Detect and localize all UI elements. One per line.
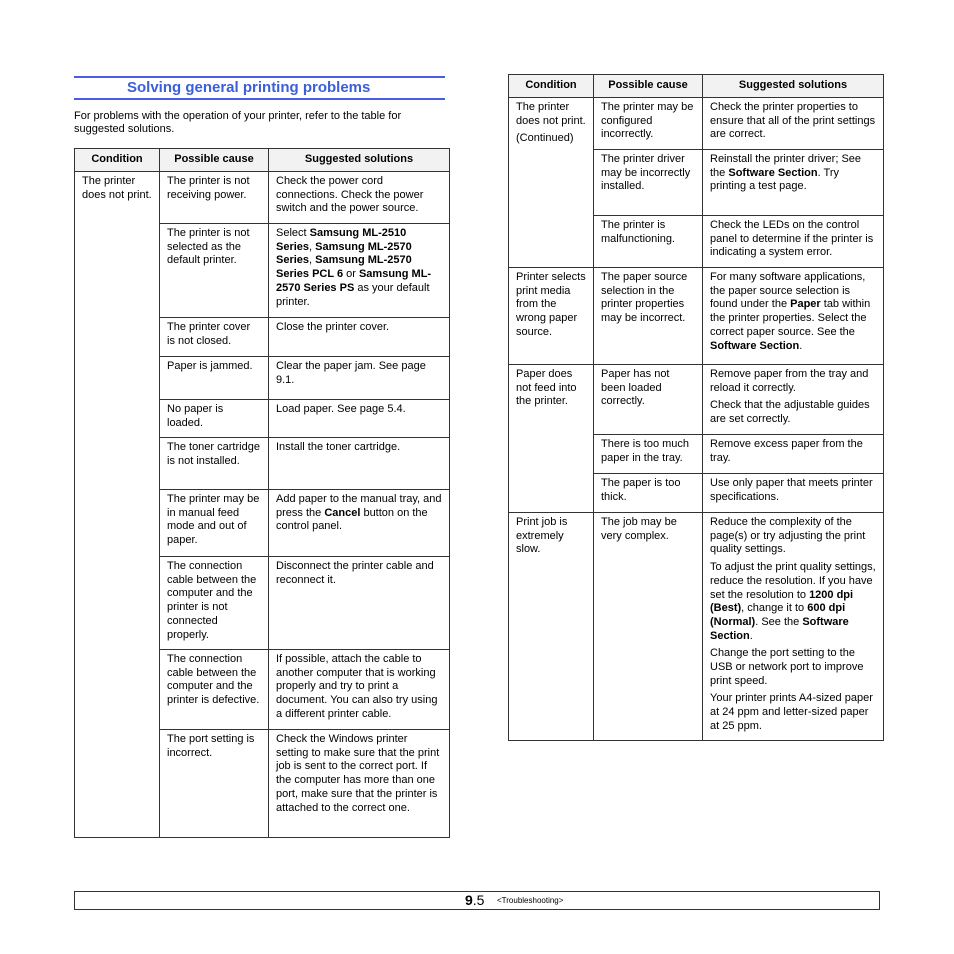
emphasis-text: Samsung ML-2570 Series PCL 6 (276, 254, 412, 281)
solution-text: . See the (755, 615, 803, 628)
solution-text: Check the printer properties to ensure that all of the print settings are correct. (710, 101, 876, 141)
header-condition: Condition (509, 75, 594, 98)
solution-paragraph (710, 368, 876, 395)
solution-cell (703, 150, 884, 216)
solution-cell (269, 650, 450, 730)
solution-text: , (309, 254, 316, 267)
solution-paragraph (276, 403, 442, 417)
cause-cell: Paper has not been loaded correctly. (594, 365, 703, 435)
solution-text: . Try printing a test page. (710, 166, 839, 193)
solution-paragraph (710, 101, 876, 142)
solution-text: Add paper to the manual tray, and press the (276, 493, 442, 519)
cause-cell: The paper source selection in the printer properties may be incorrect. (594, 268, 703, 365)
cause-cell: The printer may be configured incorrectly. (594, 98, 703, 150)
condition-cell (509, 513, 594, 741)
solution-text: Check the LEDs on the control panel to determine if the printer is indicating a system error. (710, 219, 874, 259)
solution-cell (269, 438, 450, 490)
solution-paragraph (276, 360, 442, 387)
troubleshooting-table-right (508, 74, 884, 741)
solution-cell (703, 435, 884, 474)
solution-cell (269, 490, 450, 557)
solution-text: Install the toner cartridge. (276, 441, 401, 453)
solution-text: Disconnect the printer cable and reconnect it. (276, 560, 434, 586)
table-row (509, 98, 884, 150)
cause-cell: The printer may be in manual feed mode and out of paper. (160, 490, 269, 557)
solution-cell (703, 513, 884, 741)
table-row (509, 268, 884, 365)
table-row (509, 513, 884, 741)
condition-text: Print job is extremely slow. (516, 516, 568, 556)
emphasis-text: Software Section (710, 615, 849, 642)
cause-cell: The printer is not selected as the default printer. (160, 224, 269, 318)
emphasis-text: Samsung ML-2510 Series (276, 227, 407, 253)
page-footer (74, 891, 880, 910)
header-solutions: Suggested solutions (269, 149, 450, 172)
solution-cell (703, 474, 884, 513)
solution-text: Remove paper from the tray and reload it correctly. (710, 368, 869, 394)
cause-cell: The printer driver may be incorrectly installed. (594, 150, 703, 216)
solution-text: tab within the printer properties. Select the correct paper source. See the (710, 298, 871, 338)
table-row (509, 365, 884, 435)
intro-text: For problems with the operation of your printer, refer to the table for suggested solutions. (74, 110, 402, 135)
solution-paragraph (276, 321, 442, 335)
emphasis-text: Samsung ML-2570 Series (276, 240, 412, 267)
solution-paragraph (276, 227, 442, 309)
solution-cell (269, 224, 450, 318)
emphasis-text: Cancel (324, 506, 361, 519)
section-title-bar (74, 76, 445, 100)
solution-text: If possible, attach the cable to another computer that is working properly and try to print a document. You can also try using a different printer cable. (276, 653, 438, 720)
solution-cell (703, 216, 884, 268)
solution-paragraph (710, 219, 876, 260)
solution-text: , change it to (741, 602, 808, 615)
solution-paragraph (276, 175, 442, 216)
solution-cell (269, 318, 450, 357)
cause-cell: No paper is loaded. (160, 400, 269, 438)
cause-cell: The port setting is incorrect. (160, 730, 269, 838)
solution-paragraph (710, 561, 876, 643)
condition-text: (Continued) (516, 132, 574, 145)
cause-cell: There is too much paper in the tray. (594, 435, 703, 474)
solution-text: . (749, 629, 753, 642)
emphasis-text: Paper (790, 298, 821, 311)
condition-cell (509, 98, 594, 268)
header-cause: Possible cause (160, 149, 269, 172)
header-cause: Possible cause (594, 75, 703, 98)
section-title: Solving general printing problems (127, 79, 371, 96)
solution-text: Check that the adjustable guides are set correctly. (710, 399, 870, 426)
solution-text: . (799, 339, 803, 352)
solution-text: Select (276, 227, 310, 239)
solution-text: Check the Windows printer setting to make sure that the print job is sent to the correct port. If the computer has more than one port, make sure that the printer is attached to the correct one. (276, 733, 440, 814)
solution-cell (703, 98, 884, 150)
solution-text: Check the power cord connections. Check the power switch and the power source. (276, 175, 424, 215)
solution-text: button on the control panel. (276, 506, 428, 533)
solution-paragraph (276, 653, 442, 722)
condition-cell (509, 268, 594, 365)
emphasis-text: Software Section (710, 339, 800, 352)
footer-section-label: <Troubleshooting> (497, 896, 564, 905)
solution-cell (269, 400, 450, 438)
condition-cell (509, 365, 594, 513)
cause-cell: The job may be very complex. (594, 513, 703, 741)
solution-paragraph (276, 493, 442, 534)
solution-paragraph (276, 441, 442, 455)
solution-cell (703, 268, 884, 365)
solution-text: To adjust the print quality settings, reduce the resolution. If you have set the resolution to (710, 561, 876, 601)
solution-text: or (343, 268, 359, 281)
solution-text: Load paper. See page 5.4. (276, 403, 406, 415)
solution-text: Remove excess paper from the tray. (710, 438, 863, 464)
solution-paragraph (710, 153, 876, 194)
condition-cell (75, 172, 160, 838)
cause-cell: The paper is too thick. (594, 474, 703, 513)
condition-text: Printer selects print media from the wrong paper source. (516, 271, 586, 338)
condition-text: The printer does not print. (82, 175, 152, 201)
solution-cell (703, 365, 884, 435)
solution-text: as your default printer. (276, 281, 430, 308)
solution-cell (269, 557, 450, 650)
solution-text: Clear the paper jam. See page 9.1. (276, 360, 426, 386)
solution-text: Close the printer cover. (276, 321, 390, 333)
solution-cell (269, 730, 450, 838)
solution-text: Reduce the complexity of the page(s) or try adjusting the print quality settings. (710, 516, 866, 556)
solution-paragraph (276, 560, 442, 587)
solution-paragraph (710, 477, 876, 504)
page-number (465, 892, 484, 909)
solution-paragraph (710, 271, 876, 353)
page-suffix: .5 (472, 892, 485, 908)
table-header-row (75, 149, 450, 172)
cause-cell: Paper is jammed. (160, 357, 269, 400)
table-row (75, 172, 450, 224)
solution-cell (269, 172, 450, 224)
solution-text: Change the port setting to the USB or network port to improve print speed. (710, 647, 864, 687)
solution-paragraph (710, 647, 876, 688)
condition-text: Paper does not feed into the printer. (516, 368, 577, 408)
solution-text: Reinstall the printer driver; See the (710, 153, 862, 179)
condition-text: The printer does not print. (516, 101, 586, 127)
chapter-number: 9 (465, 892, 473, 908)
solution-text: Use only paper that meets printer specifications. (710, 477, 873, 503)
solution-text: Your printer prints A4-sized paper at 24 ppm and letter-sized paper at 25 ppm. (710, 692, 873, 732)
solution-text: For many software applications, the paper source selection is found under the (710, 271, 866, 311)
cause-cell: The printer cover is not closed. (160, 318, 269, 357)
solution-paragraph (710, 692, 876, 733)
cause-cell: The printer is malfunctioning. (594, 216, 703, 268)
emphasis-text: Software Section (728, 166, 818, 179)
cause-cell: The printer is not receiving power. (160, 172, 269, 224)
emphasis-text: 600 dpi (Normal) (710, 602, 846, 628)
cause-cell: The toner cartridge is not installed. (160, 438, 269, 490)
emphasis-text: 1200 dpi (Best) (710, 588, 854, 615)
header-condition: Condition (75, 149, 160, 172)
solution-cell (269, 357, 450, 400)
cause-cell: The connection cable between the computer and the printer is defective. (160, 650, 269, 730)
table-header-row (509, 75, 884, 98)
header-solutions: Suggested solutions (703, 75, 884, 98)
cause-cell: The connection cable between the computer and the printer is not connected properly. (160, 557, 269, 650)
emphasis-text: Samsung ML-2570 Series PS (276, 268, 432, 294)
solution-paragraph (710, 438, 876, 465)
solution-paragraph (710, 516, 876, 557)
solution-text: , (309, 240, 316, 253)
troubleshooting-table-left (74, 148, 450, 838)
solution-paragraph (276, 733, 442, 815)
solution-paragraph (710, 399, 876, 426)
